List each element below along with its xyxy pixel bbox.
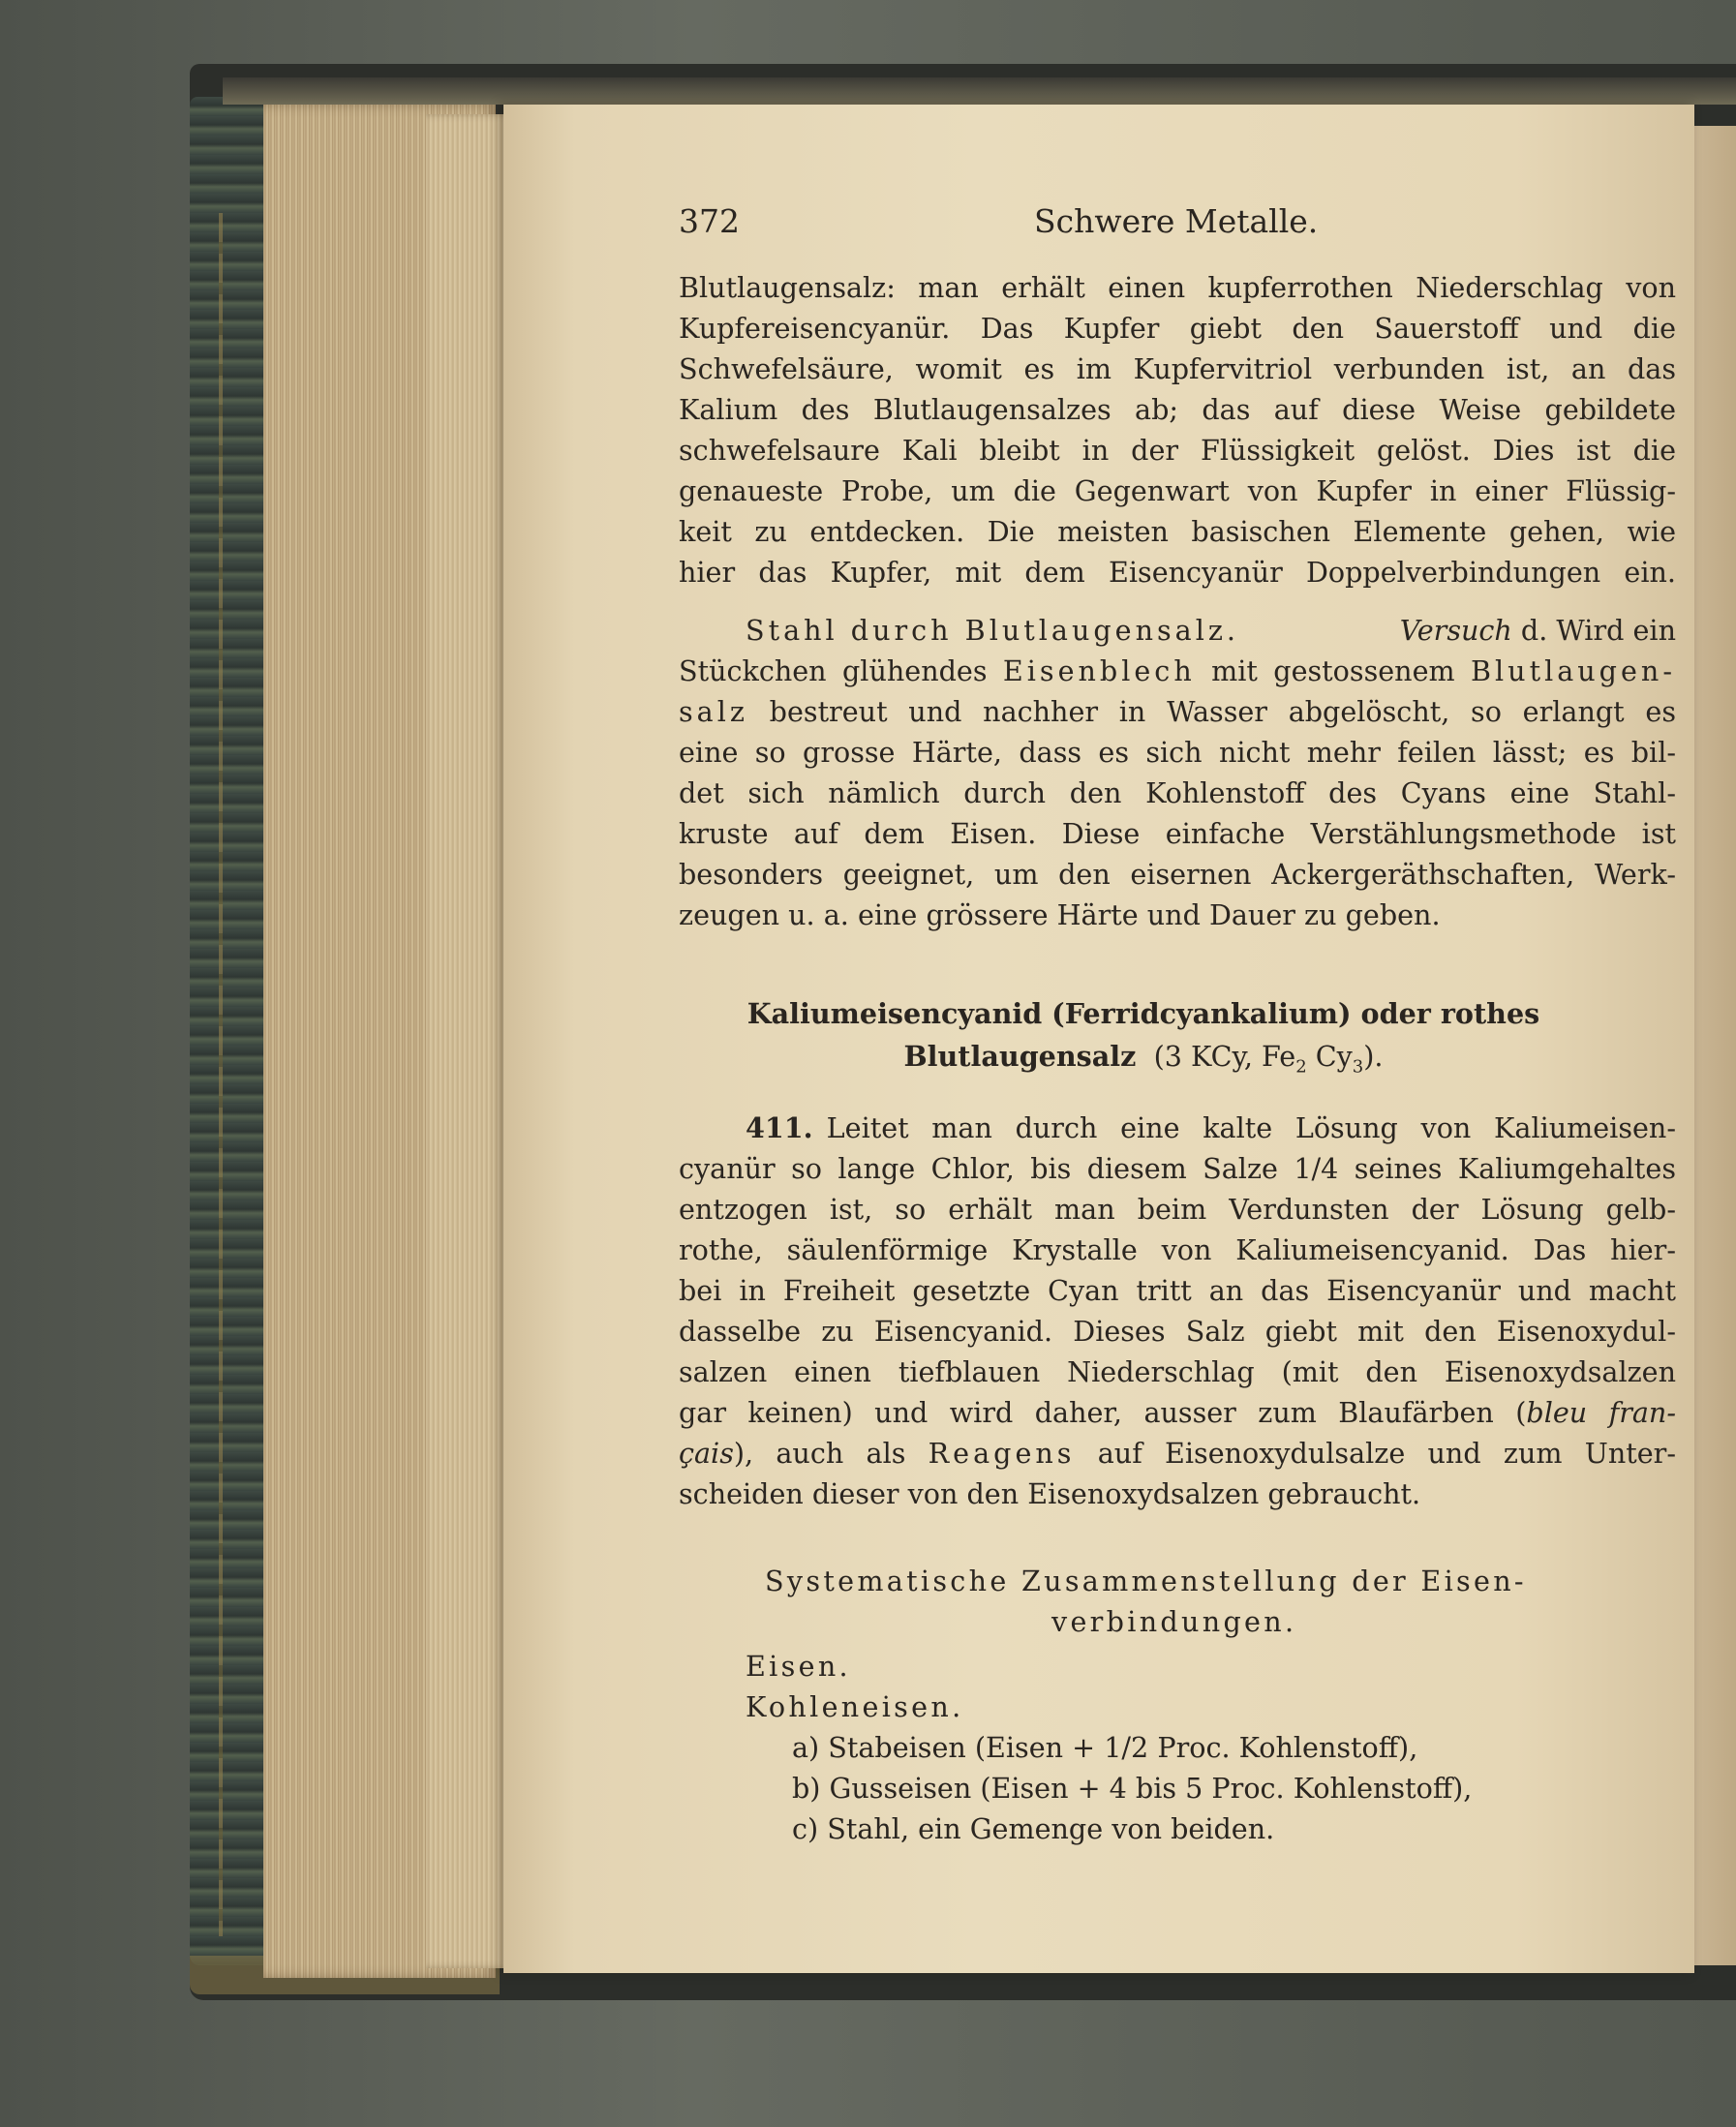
text-line: genaueste Probe, um die Gegenwart von Kupfer in einer Flüssig- [679,474,1676,507]
heading-line: Kaliumeisencyanid (Ferridcyankalium) oder rothes [746,997,1540,1030]
running-head: Schwere Metalle. [1034,202,1319,240]
page-stack-inner [426,114,513,1968]
section-title: Stahl durch Blutlaugensalz. [746,614,1240,647]
text-line: bei in Freiheit gesetzte Cyan tritt an das Eisencyanür und macht [679,1274,1676,1307]
text-line: hier das Kupfer, mit dem Eisencyanür Doppelverbindungen ein. [679,556,1676,589]
list-subitem: b) Gusseisen (Eisen + 4 bis 5 Proc. Kohlenstoff), [792,1772,1473,1805]
text-line [746,610,1676,651]
spine-decoration [219,213,223,1936]
experiment-ref: Versuch d. Wird ein [1399,614,1676,647]
text-line: rothe, säulenförmige Krystalle von Kaliumeisencyanid. Das hier- [679,1233,1676,1266]
paragraph-number: 411. [746,1111,813,1144]
text-line: Schwefelsäure, womit es im Kupfervitriol verbunden ist, an das [679,352,1676,385]
text-line: scheiden dieser von den Eisenoxydsalzen gebraucht. [679,1477,1421,1510]
list-subitem: a) Stabeisen (Eisen + 1/2 Proc. Kohlenstoff), [792,1731,1418,1764]
text-line: Stückchen glühendes Eisenblech mit gestossenem Blutlaugen- [679,654,1676,687]
text-line: keit zu entdecken. Die meisten basischen Elemente gehen, wie [679,515,1676,548]
list-item: Kohleneisen. [746,1690,964,1723]
page-number: 372 [679,202,740,240]
next-page-edge [1690,126,1736,1965]
text-line: Kupfereisencyanür. Das Kupfer giebt den Sauerstoff und die [679,312,1676,345]
text-line: besonders geeignet, um den eisernen Ackergeräthschaften, Werk- [679,858,1676,891]
text-line: eine so grosse Härte, dass es sich nicht mehr feilen lässt; es bil- [679,736,1676,769]
text-line: çais), auch als Reagens auf Eisenoxydulsalze und zum Unter- [679,1437,1677,1470]
text-line: dasselbe zu Eisencyanid. Dieses Salz giebt mit den Eisenoxydul- [679,1315,1676,1348]
book-top-edge [223,77,1736,105]
text-line: schwefelsaure Kali bleibt in der Flüssigkeit gelöst. Dies ist die [679,434,1676,467]
text-line: Kalium des Blutlaugensalzes ab; das auf diese Weise gebildete [679,393,1676,426]
text-line: salzen einen tiefblauen Niederschlag (mit den Eisenoxydsalzen [679,1355,1676,1388]
text-line: zeugen u. a. eine grössere Härte und Dauer zu geben. [679,898,1441,931]
fraction: 1/2 [1104,1731,1149,1764]
book-page [503,105,1694,1973]
heading-line: Blutlaugensalz (3 KCy, $Fe_2$ $Cy_3$). [903,1040,1384,1078]
heading-line: verbindungen. [1051,1605,1297,1638]
text-line: det sich nämlich durch den Kohlenstoff des Cyans eine Stahl- [679,776,1676,809]
text-line: salz bestreut und nachher in Wasser abgelöscht, so erlangt es [679,695,1676,728]
list-subitem: c) Stahl, ein Gemenge von beiden. [792,1812,1275,1845]
text-line: Blutlaugensalz: man erhält einen kupferrothen Niederschlag von [679,271,1676,304]
fraction: 1/4 [1294,1152,1339,1185]
text-line: 411. Leitet man durch eine kalte Lösung von Kaliumeisen- [746,1108,1676,1148]
heading-line: Systematische Zusammenstellung der Eisen- [765,1565,1527,1597]
list-item: Eisen. [746,1650,851,1683]
text-line: cyanür so lange Chlor, bis diesem Salze 1/4 seines Kaliumgehaltes [679,1152,1676,1185]
text-line: kruste auf dem Eisen. Diese einfache Verstählungsmethode ist [679,817,1676,850]
text-line: entzogen ist, so erhält man beim Verdunsten der Lösung gelb- [679,1193,1676,1226]
text-line: gar keinen) und wird daher, ausser zum Blaufärben (bleu fran- [679,1396,1676,1429]
